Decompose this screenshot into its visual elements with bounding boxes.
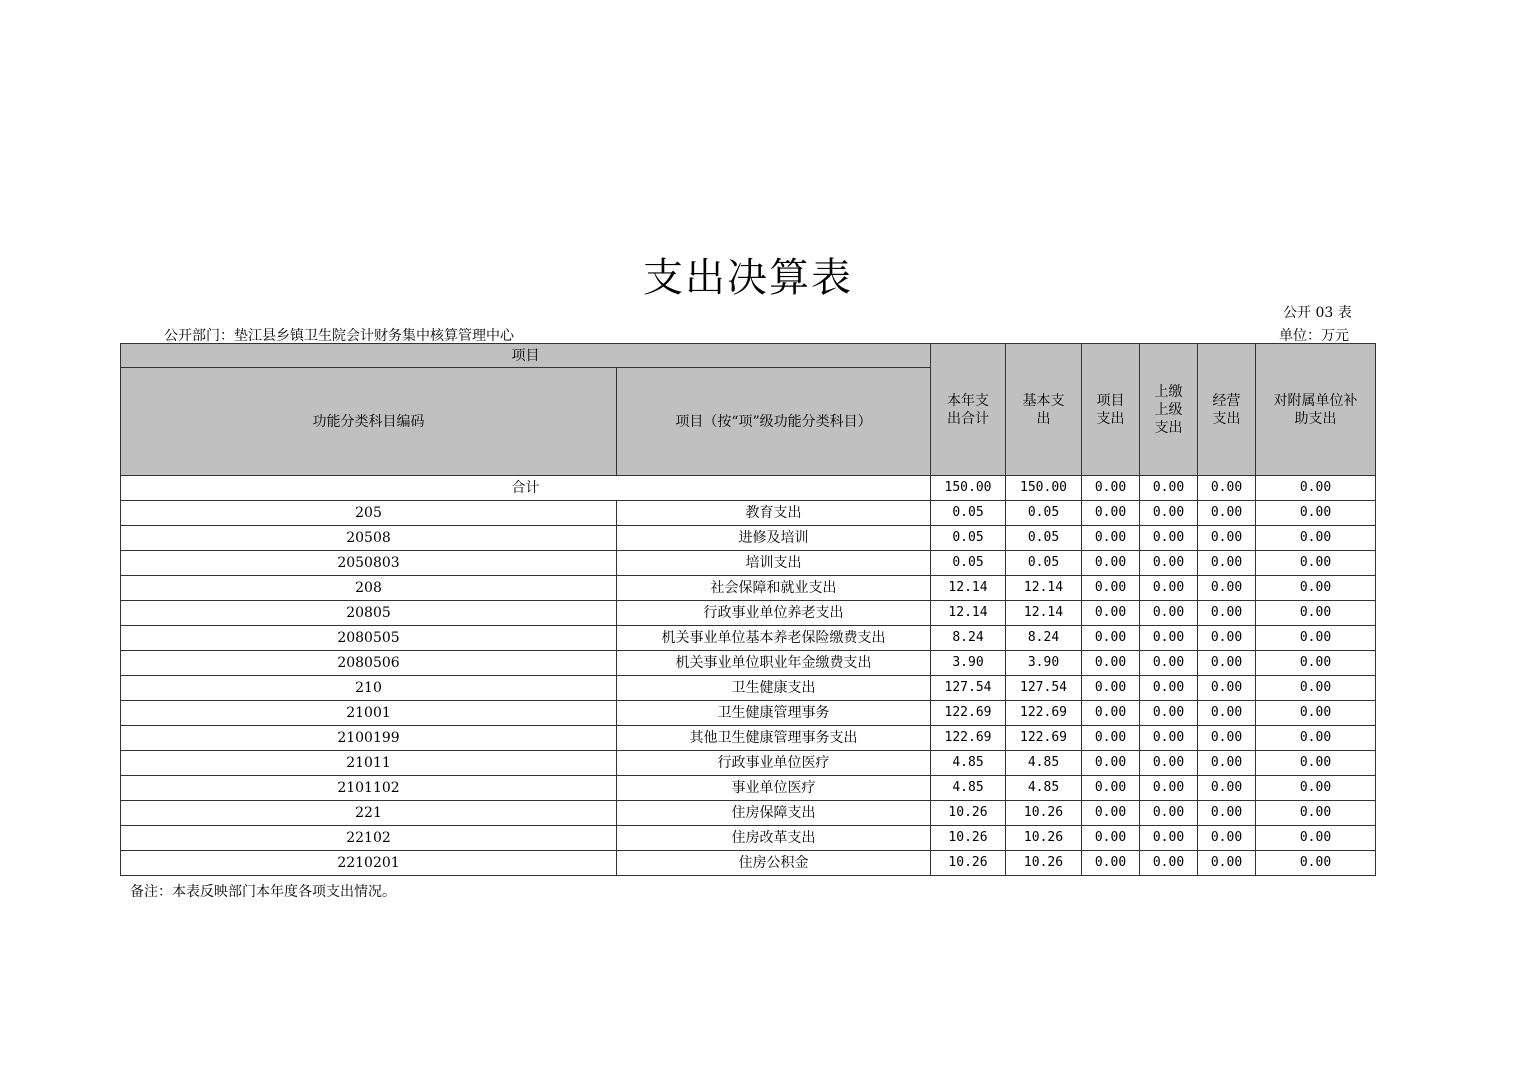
table-row <box>121 651 1376 676</box>
cell-business: 0.00 <box>1198 626 1256 651</box>
cell-basic: 10.26 <box>1006 851 1082 876</box>
cell-upper: 0.00 <box>1140 676 1198 701</box>
cell-business: 0.00 <box>1198 726 1256 751</box>
cell-project: 0.00 <box>1082 576 1140 601</box>
cell-name: 住房公积金 <box>617 851 931 876</box>
header-code: 功能分类科目编码 <box>121 368 617 476</box>
cell-upper: 0.00 <box>1140 826 1198 851</box>
cell-subsidy: 0.00 <box>1256 776 1376 801</box>
cell-subsidy: 0.00 <box>1256 526 1376 551</box>
footnote: 备注：本表反映部门本年度各项支出情况。 <box>130 884 396 900</box>
cell-code: 2101102 <box>121 776 617 801</box>
cell-subsidy: 0.00 <box>1256 826 1376 851</box>
cell-subsidy: 0.00 <box>1256 701 1376 726</box>
cell-basic: 12.14 <box>1006 601 1082 626</box>
cell-code: 2210201 <box>121 851 617 876</box>
cell-total: 4.85 <box>931 776 1006 801</box>
total-label: 合计 <box>121 476 931 501</box>
header-subsidy <box>1256 344 1376 476</box>
cell-project: 0.00 <box>1082 776 1140 801</box>
cell-project: 0.00 <box>1082 676 1140 701</box>
cell-basic: 8.24 <box>1006 626 1082 651</box>
cell-name: 住房保障支出 <box>617 801 931 826</box>
table-row <box>121 626 1376 651</box>
cell-business: 0.00 <box>1198 526 1256 551</box>
cell-total: 12.14 <box>931 601 1006 626</box>
cell-business: 0.00 <box>1198 851 1256 876</box>
cell-name: 行政事业单位医疗 <box>617 751 931 776</box>
cell-code: 205 <box>121 501 617 526</box>
cell-upper: 0.00 <box>1140 576 1198 601</box>
table-row <box>121 676 1376 701</box>
cell-basic: 0.05 <box>1006 526 1082 551</box>
cell-name: 卫生健康管理事务 <box>617 701 931 726</box>
cell-upper: 0.00 <box>1140 501 1198 526</box>
cell-code: 2080505 <box>121 626 617 651</box>
cell-upper: 0.00 <box>1140 626 1198 651</box>
total-subsidy-cell: 0.00 <box>1256 476 1376 501</box>
cell-subsidy: 0.00 <box>1256 576 1376 601</box>
cell-project: 0.00 <box>1082 501 1140 526</box>
cell-business: 0.00 <box>1198 551 1256 576</box>
cell-upper: 0.00 <box>1140 651 1198 676</box>
cell-business: 0.00 <box>1198 576 1256 601</box>
cell-subsidy: 0.00 <box>1256 676 1376 701</box>
table-row <box>121 601 1376 626</box>
cell-basic: 4.85 <box>1006 751 1082 776</box>
cell-total: 0.05 <box>931 551 1006 576</box>
cell-project: 0.00 <box>1082 851 1140 876</box>
cell-upper: 0.00 <box>1140 776 1198 801</box>
header-upper-text: 上缴上级支出 <box>1154 383 1183 436</box>
cell-project: 0.00 <box>1082 726 1140 751</box>
header-project-text: 项目支出 <box>1096 392 1125 427</box>
expenditure-table <box>120 343 1376 876</box>
cell-basic: 10.26 <box>1006 801 1082 826</box>
cell-name: 机关事业单位职业年金缴费支出 <box>617 651 931 676</box>
cell-project: 0.00 <box>1082 751 1140 776</box>
cell-name: 机关事业单位基本养老保险缴费支出 <box>617 626 931 651</box>
cell-upper: 0.00 <box>1140 551 1198 576</box>
table-row <box>121 751 1376 776</box>
table-row <box>121 851 1376 876</box>
cell-code: 2050803 <box>121 551 617 576</box>
total-row <box>121 476 1376 501</box>
cell-business: 0.00 <box>1198 751 1256 776</box>
cell-total: 10.26 <box>931 801 1006 826</box>
cell-upper: 0.00 <box>1140 701 1198 726</box>
cell-business: 0.00 <box>1198 676 1256 701</box>
cell-upper: 0.00 <box>1140 801 1198 826</box>
header-name: 项目（按“项”级功能分类科目） <box>617 368 931 476</box>
cell-code: 20508 <box>121 526 617 551</box>
cell-total: 10.26 <box>931 851 1006 876</box>
cell-project: 0.00 <box>1082 526 1140 551</box>
header-basic <box>1006 344 1082 476</box>
cell-basic: 0.05 <box>1006 501 1082 526</box>
cell-code: 210 <box>121 676 617 701</box>
page-title: 支出决算表 <box>643 255 853 301</box>
cell-business: 0.00 <box>1198 601 1256 626</box>
cell-business: 0.00 <box>1198 501 1256 526</box>
table-row <box>121 501 1376 526</box>
cell-project: 0.00 <box>1082 651 1140 676</box>
cell-total: 12.14 <box>931 576 1006 601</box>
total-project-cell: 0.00 <box>1082 476 1140 501</box>
cell-subsidy: 0.00 <box>1256 501 1376 526</box>
cell-name: 卫生健康支出 <box>617 676 931 701</box>
cell-total: 10.26 <box>931 826 1006 851</box>
cell-subsidy: 0.00 <box>1256 601 1376 626</box>
cell-subsidy: 0.00 <box>1256 801 1376 826</box>
cell-name: 其他卫生健康管理事务支出 <box>617 726 931 751</box>
cell-subsidy: 0.00 <box>1256 726 1376 751</box>
table-row <box>121 776 1376 801</box>
header-project <box>1082 344 1140 476</box>
department-label: 公开部门：垫江县乡镇卫生院会计财务集中核算管理中心 <box>164 328 514 344</box>
cell-total: 4.85 <box>931 751 1006 776</box>
cell-code: 2100199 <box>121 726 617 751</box>
cell-basic: 122.69 <box>1006 701 1082 726</box>
cell-business: 0.00 <box>1198 701 1256 726</box>
cell-basic: 122.69 <box>1006 726 1082 751</box>
cell-business: 0.00 <box>1198 826 1256 851</box>
cell-name: 教育支出 <box>617 501 931 526</box>
cell-business: 0.00 <box>1198 651 1256 676</box>
table-row <box>121 576 1376 601</box>
total-business-cell: 0.00 <box>1198 476 1256 501</box>
cell-name: 事业单位医疗 <box>617 776 931 801</box>
cell-subsidy: 0.00 <box>1256 751 1376 776</box>
total-cell: 150.00 <box>931 476 1006 501</box>
cell-total: 122.69 <box>931 726 1006 751</box>
header-basic-text: 基本支出 <box>1022 392 1065 427</box>
table-row <box>121 551 1376 576</box>
cell-code: 2080506 <box>121 651 617 676</box>
cell-code: 21011 <box>121 751 617 776</box>
cell-business: 0.00 <box>1198 776 1256 801</box>
cell-total: 122.69 <box>931 701 1006 726</box>
cell-code: 208 <box>121 576 617 601</box>
header-upper <box>1140 344 1198 476</box>
cell-total: 0.05 <box>931 501 1006 526</box>
cell-project: 0.00 <box>1082 551 1140 576</box>
cell-business: 0.00 <box>1198 801 1256 826</box>
cell-total: 127.54 <box>931 676 1006 701</box>
cell-subsidy: 0.00 <box>1256 626 1376 651</box>
cell-subsidy: 0.00 <box>1256 851 1376 876</box>
cell-basic: 4.85 <box>1006 776 1082 801</box>
cell-upper: 0.00 <box>1140 851 1198 876</box>
cell-project: 0.00 <box>1082 626 1140 651</box>
cell-total: 3.90 <box>931 651 1006 676</box>
header-business-text: 经营支出 <box>1212 392 1241 427</box>
cell-upper: 0.00 <box>1140 726 1198 751</box>
cell-name: 住房改革支出 <box>617 826 931 851</box>
total-basic-cell: 150.00 <box>1006 476 1082 501</box>
cell-code: 21001 <box>121 701 617 726</box>
cell-code: 22102 <box>121 826 617 851</box>
unit-label: 单位：万元 <box>1279 328 1349 344</box>
header-total-text: 本年支出合计 <box>947 392 989 427</box>
table-row <box>121 701 1376 726</box>
cell-project: 0.00 <box>1082 601 1140 626</box>
table-row <box>121 826 1376 851</box>
cell-code: 20805 <box>121 601 617 626</box>
cell-upper: 0.00 <box>1140 601 1198 626</box>
cell-name: 社会保障和就业支出 <box>617 576 931 601</box>
cell-basic: 0.05 <box>1006 551 1082 576</box>
cell-name: 行政事业单位养老支出 <box>617 601 931 626</box>
cell-project: 0.00 <box>1082 801 1140 826</box>
cell-basic: 3.90 <box>1006 651 1082 676</box>
cell-subsidy: 0.00 <box>1256 651 1376 676</box>
header-item: 项目 <box>121 344 931 368</box>
cell-upper: 0.00 <box>1140 526 1198 551</box>
table-row <box>121 526 1376 551</box>
table-row <box>121 726 1376 751</box>
cell-name: 培训支出 <box>617 551 931 576</box>
cell-total: 8.24 <box>931 626 1006 651</box>
header-total <box>931 344 1006 476</box>
cell-name: 进修及培训 <box>617 526 931 551</box>
total-upper-cell: 0.00 <box>1140 476 1198 501</box>
cell-code: 221 <box>121 801 617 826</box>
table-number: 公开 03 表 <box>1283 305 1352 321</box>
header-subsidy-text: 对附属单位补助支出 <box>1273 392 1358 427</box>
cell-upper: 0.00 <box>1140 751 1198 776</box>
cell-basic: 127.54 <box>1006 676 1082 701</box>
cell-project: 0.00 <box>1082 826 1140 851</box>
cell-basic: 10.26 <box>1006 826 1082 851</box>
table-row <box>121 801 1376 826</box>
header-business <box>1198 344 1256 476</box>
cell-subsidy: 0.00 <box>1256 551 1376 576</box>
cell-basic: 12.14 <box>1006 576 1082 601</box>
cell-project: 0.00 <box>1082 701 1140 726</box>
cell-total: 0.05 <box>931 526 1006 551</box>
